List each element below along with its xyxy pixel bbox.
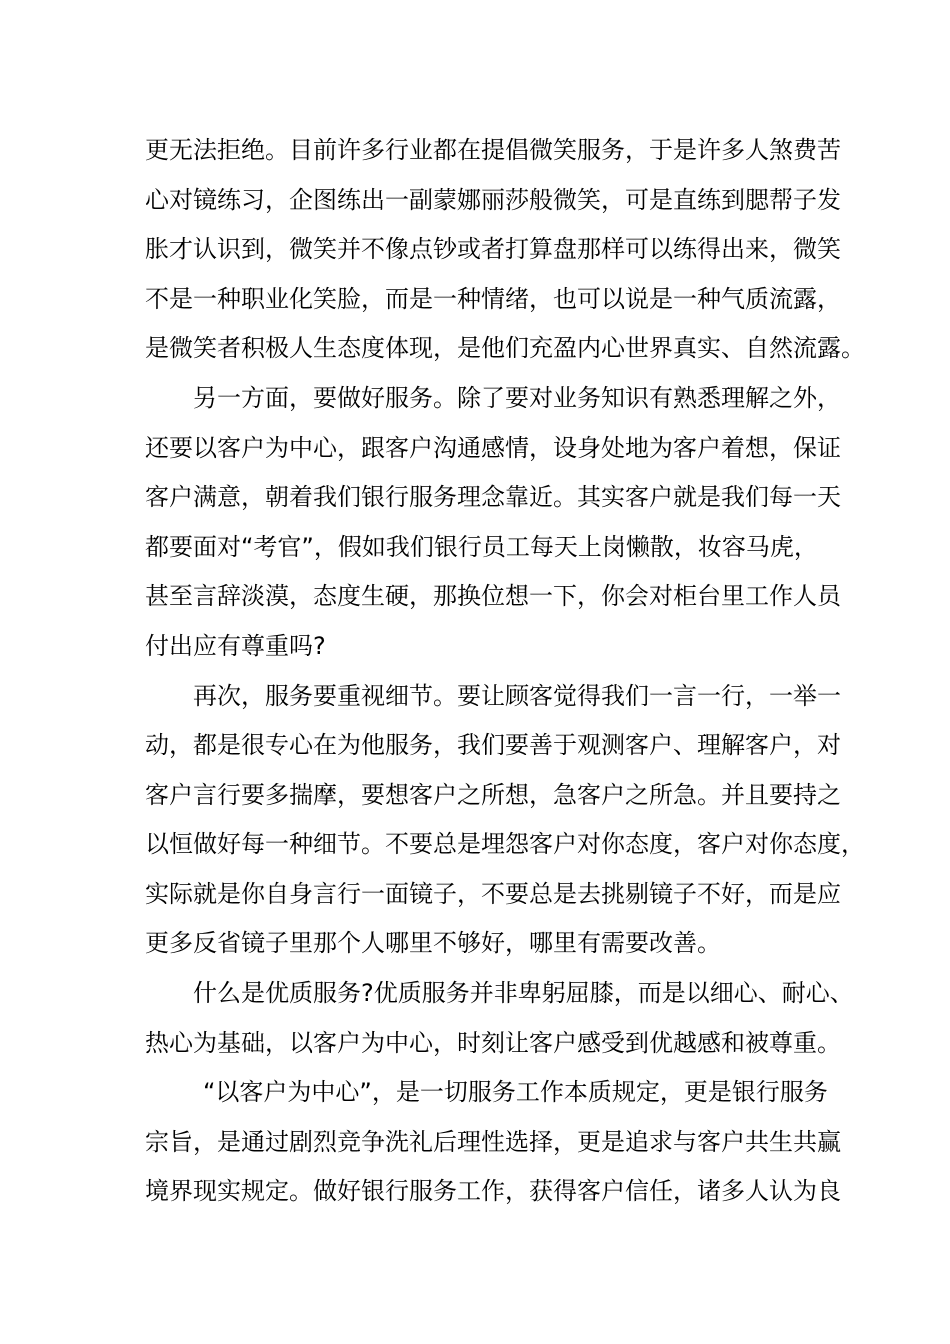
text-line: 甚至言辞淡漠，态度生硬，那换位想一下，你会对柜台里工作人员 xyxy=(145,582,841,610)
text-line: 更多反省镜子里那个人哪里不够好，哪里有需要改善。 xyxy=(145,929,721,957)
text-line: 客户满意，朝着我们银行服务理念靠近。其实客户就是我们每一天 xyxy=(145,483,841,511)
text-line: 付出应有尊重吗? xyxy=(145,632,326,660)
text-line: 还要以客户为中心，跟客户沟通感情，设身处地为客户着想，保证 xyxy=(145,434,841,462)
paragraph-first-line: 什么是优质服务?优质服务并非卑躬屈膝，而是以细心、耐心、 xyxy=(193,979,854,1007)
text-line: 热心为基础，以客户为中心，时刻让客户感受到优越感和被尊重。 xyxy=(145,1029,841,1057)
text-line: 胀才认识到，微笑并不像点钞或者打算盘那样可以练得出来，微笑 xyxy=(145,235,841,263)
text-line: 心对镜练习，企图练出一副蒙娜丽莎般微笑，可是直练到腮帮子发 xyxy=(145,186,841,214)
paragraph-first-line: 另一方面，要做好服务。除了要对业务知识有熟悉理解之外， xyxy=(193,384,841,412)
paragraph-first-line: 再次，服务要重视细节。要让顾客觉得我们一言一行，一举一 xyxy=(193,682,841,710)
text-line: 宗旨，是通过剧烈竞争洗礼后理性选择，更是追求与客户共生共赢 xyxy=(145,1128,841,1156)
text-line: 以恒做好每一种细节。不要总是埋怨客户对你态度，客户对你态度， xyxy=(145,830,865,858)
text-line: 实际就是你自身言行一面镜子，不要总是去挑剔镜子不好，而是应 xyxy=(145,880,841,908)
text-line: 更无法拒绝。目前许多行业都在提倡微笑服务，于是许多人煞费苦 xyxy=(145,136,841,164)
text-line: 不是一种职业化笑脸，而是一种情绪，也可以说是一种气质流露， xyxy=(145,285,841,313)
text-line: 动，都是很专心在为他服务，我们要善于观测客户、理解客户，对 xyxy=(145,731,841,759)
text-line: 客户言行要多揣摩，要想客户之所想，急客户之所急。并且要持之 xyxy=(145,781,841,809)
paragraph-first-line: “以客户为中心”，是一切服务工作本质规定，更是银行服务 xyxy=(203,1078,828,1106)
text-line: 境界现实规定。做好银行服务工作，获得客户信任，诸多人认为良 xyxy=(145,1177,841,1205)
text-line: 都要面对“考官”，假如我们银行员工每天上岗懒散，妆容马虎， xyxy=(145,533,818,561)
text-line: 是微笑者积极人生态度体现，是他们充盈内心世界真实、自然流露。 xyxy=(145,334,865,362)
